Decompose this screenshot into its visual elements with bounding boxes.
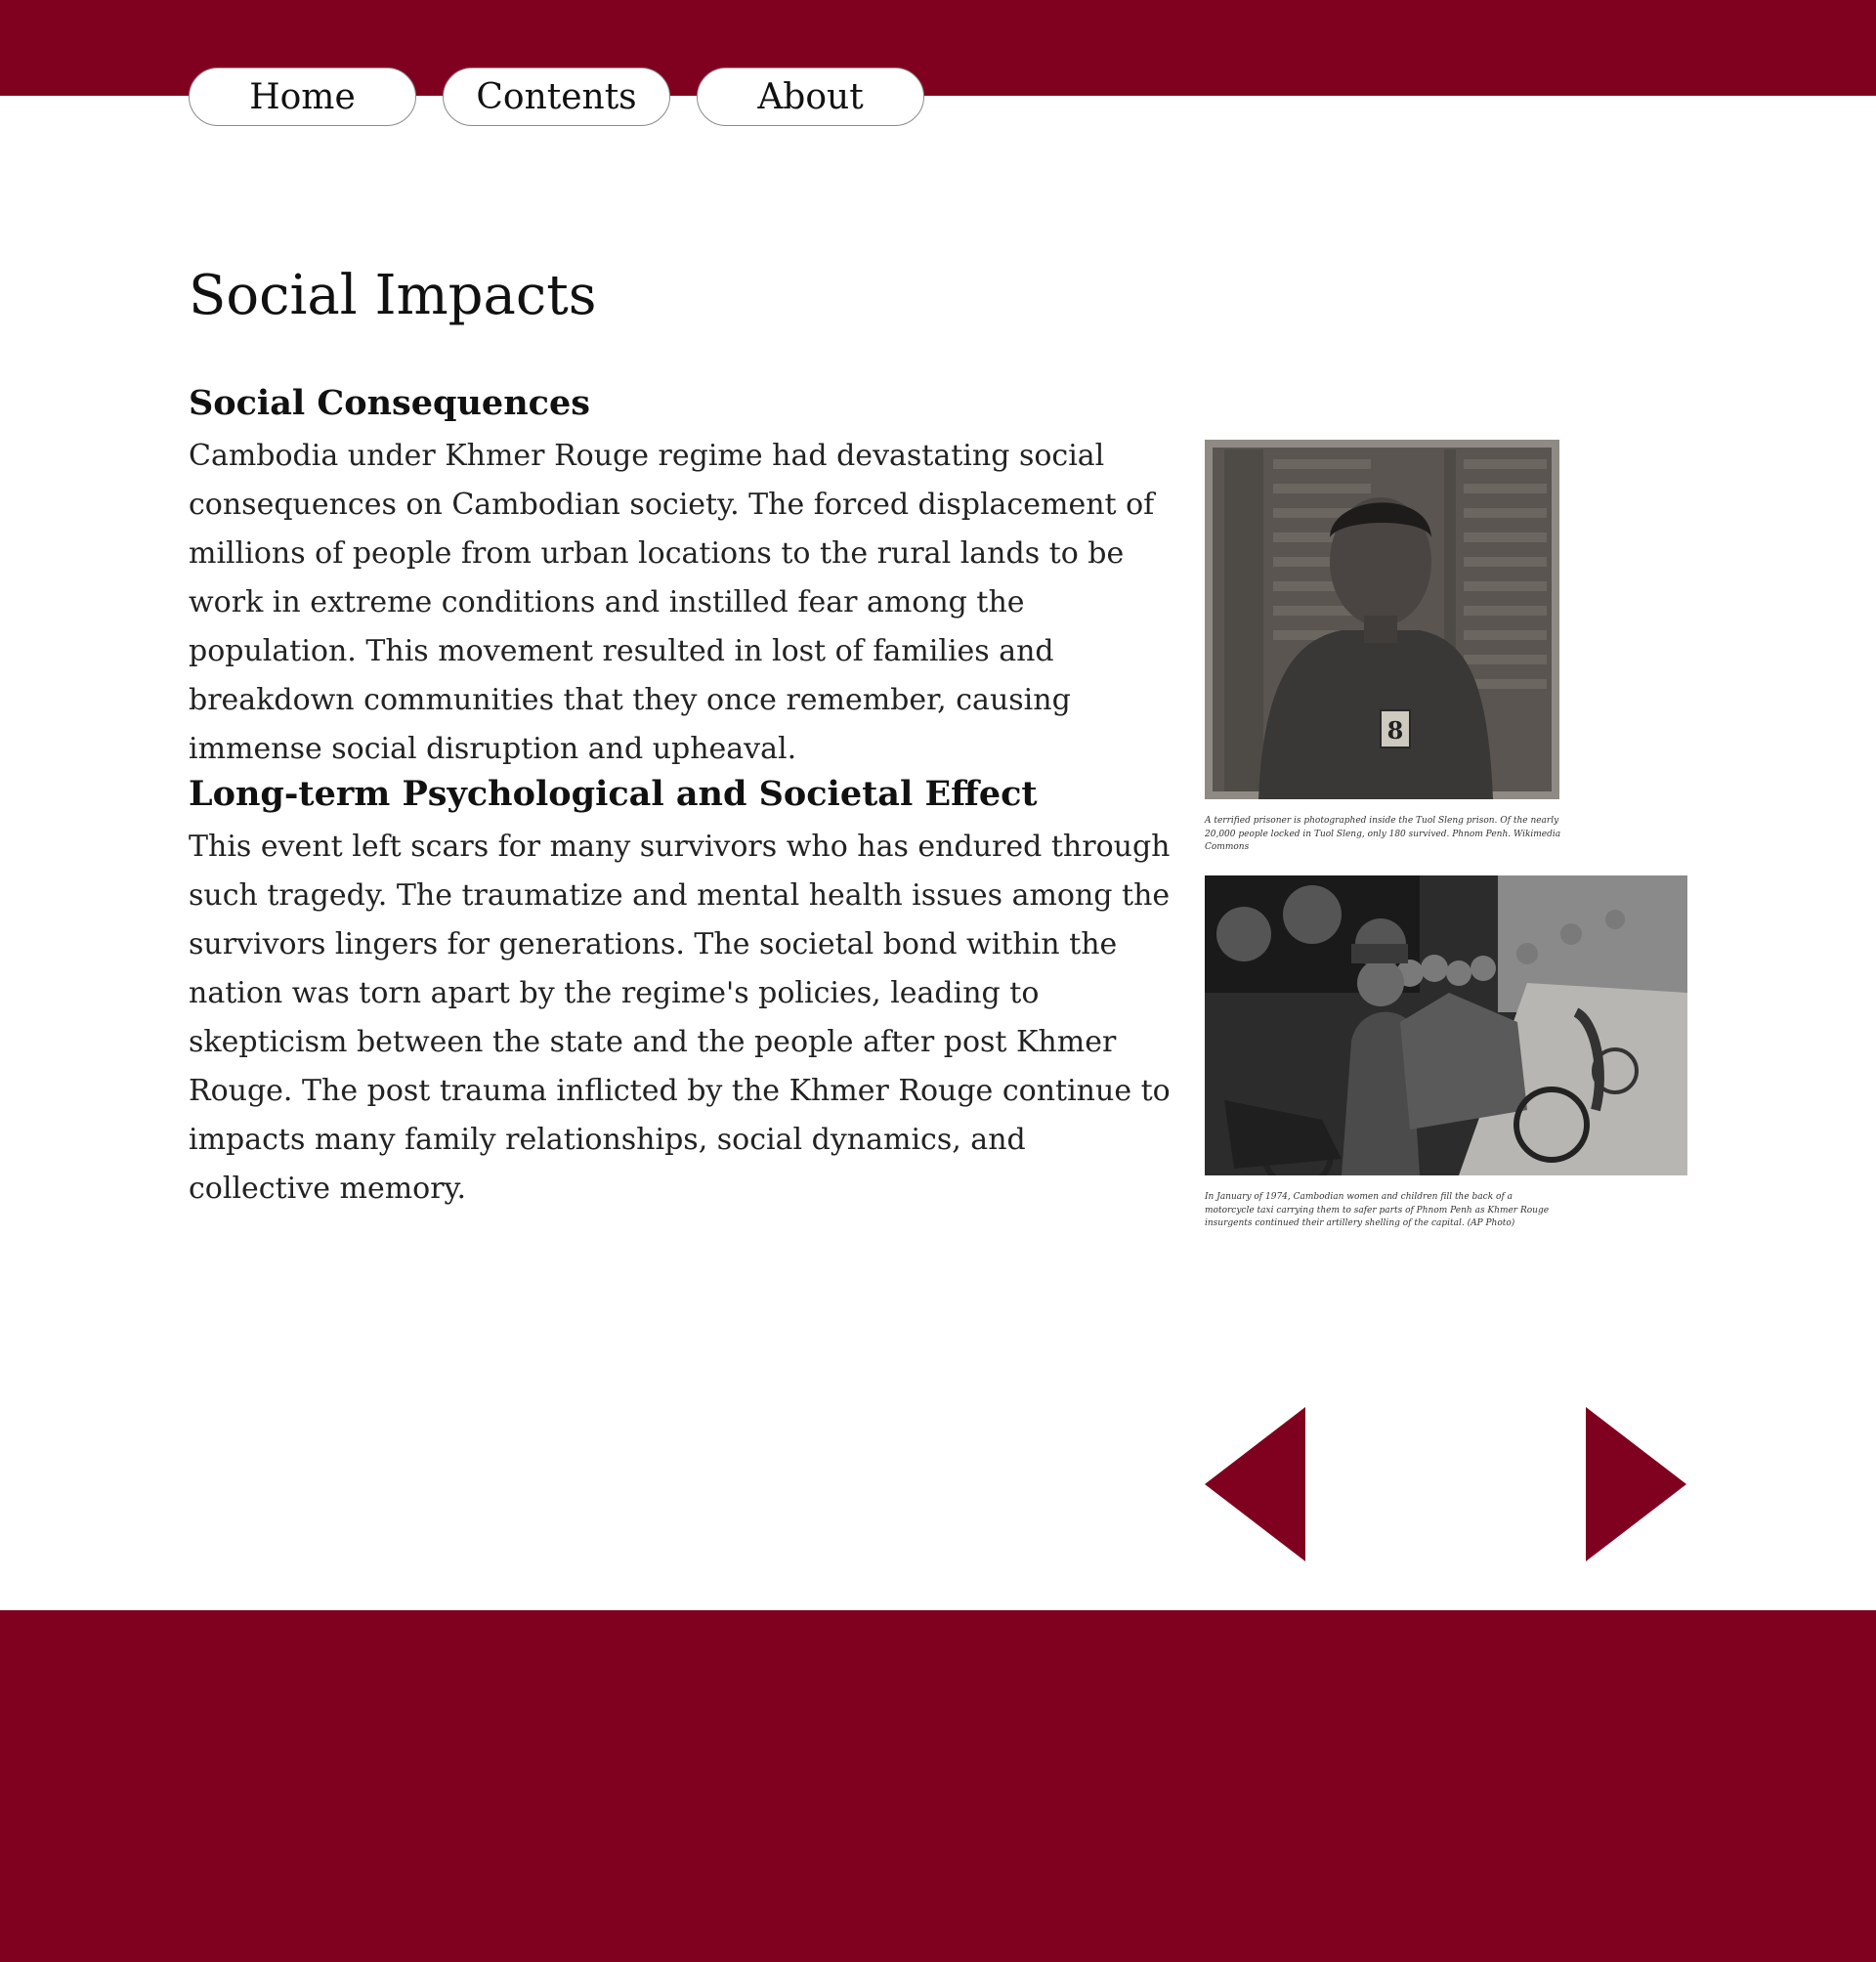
section-body-social-consequences: Cambodia under Khmer Rouge regime had devastating social consequences on Cambodian society. The forced displacement of millions of people from urban locations to the rural lands to be work in extreme conditions and instilled fear among the population. This movement resulted in lost of families and breakdown communities that they once remember, causing immense social disruption and upheaval. [189,439,1155,766]
section-body-psychological-effect: This event left scars for many survivors who has endured through such tragedy. The traumatize and mental health issues among the survivors lingers for generations. The societal bond within the nation was torn apart by the regime's policies, leading to skepticism between the state and the people after post Khmer Rouge. The post trauma inflicted by the Khmer Rouge continue to impacts many family relationships, social dynamics, and collective memory. [189,830,1171,1206]
main-nav [189,67,924,126]
prisoner-number-badge: 8 [1386,716,1404,745]
nav-contents-button[interactable]: Contents [443,67,670,126]
page-title: Social Impacts [189,264,597,327]
section-heading-social-consequences: Social Consequences [189,383,590,423]
prisoner-photo-caption: A terrified prisoner is photographed inside the Tuol Sleng prison. Of the nearly 20,000 people locked in Tuol Sleng, only 180 survived. Phnom Penh. Wikimedia Commons [1205,816,1561,852]
motorcycle-taxi-photo-caption: In January of 1974, Cambodian women and children fill the back of a motorcycle taxi carrying them to safer parts of Phnom Penh as Khmer Rouge insurgents continued their artillery shelling of the capital. (AP Photo) [1205,1192,1550,1228]
nav-about-button[interactable]: About [697,67,924,126]
footer-band [0,1610,1876,1962]
previous-page-arrow-icon[interactable] [1205,1407,1305,1561]
next-page-arrow-icon[interactable] [1586,1407,1686,1561]
section-heading-psychological-effect: Long-term Psychological and Societal Effect [189,774,1038,814]
prisoner-photo [1205,440,1559,799]
nav-home-button[interactable]: Home [189,67,416,126]
motorcycle-taxi-photo [1205,875,1687,1175]
